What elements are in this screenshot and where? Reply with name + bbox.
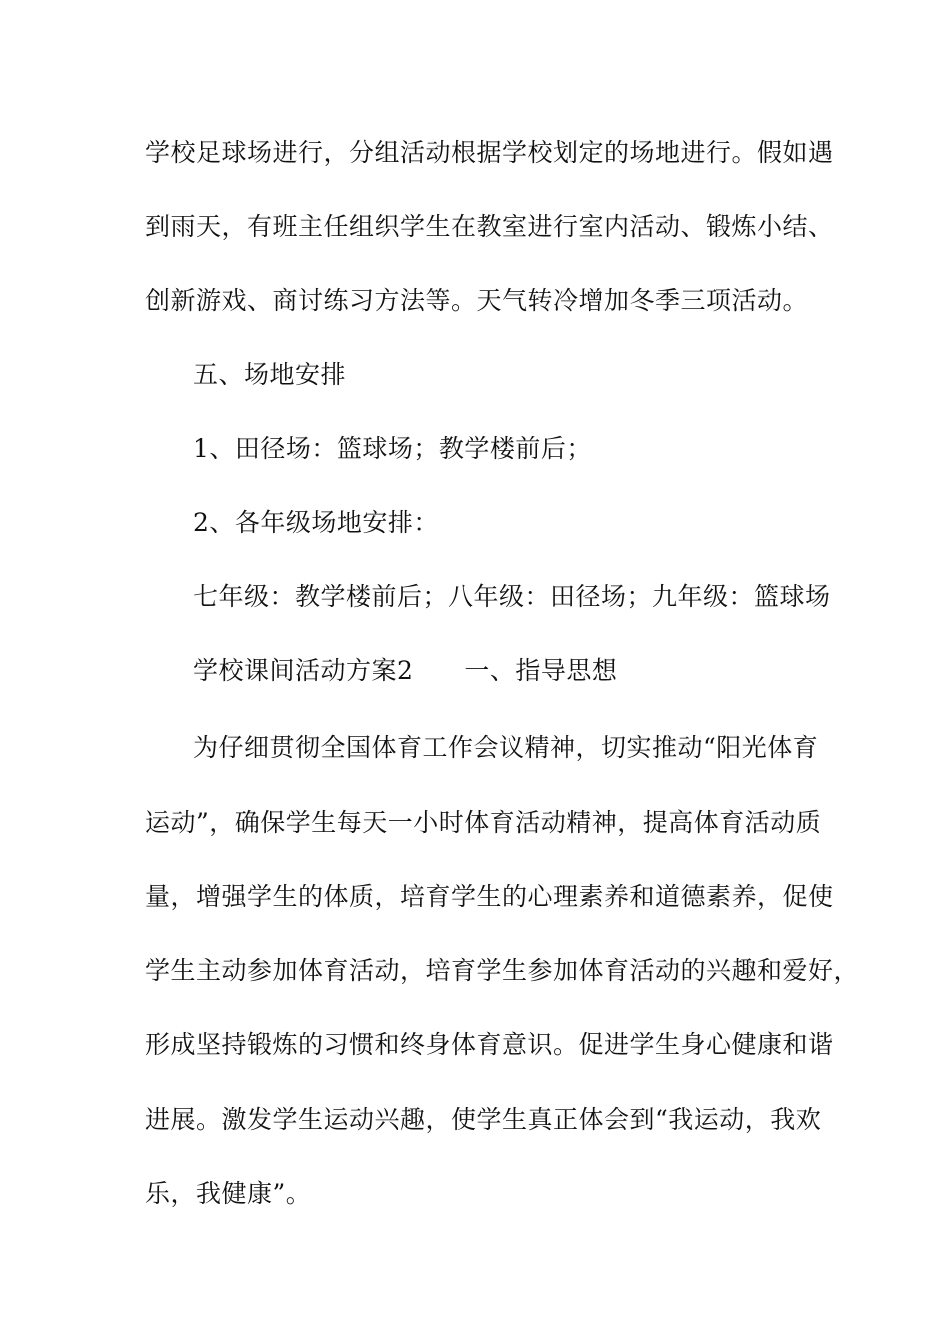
list-item: 2、各年级场地安排： [193, 508, 439, 537]
section-heading: 学校课间活动方案2 一、指导思想 [193, 656, 618, 685]
paragraph-line: 学校足球场进行，分组活动根据学校划定的场地进行。假如遇 [145, 138, 834, 167]
paragraph-line: 形成坚持锻炼的习惯和终身体育意识。促进学生身心健康和谐 [145, 1030, 834, 1059]
paragraph-line: 乐，我健康”。 [145, 1179, 312, 1208]
paragraph-line: 为仔细贯彻全国体育工作会议精神，切实推动“阳光体育 [193, 733, 819, 762]
paragraph-line: 七年级：教学楼前后；八年级：田径场；九年级：篮球场 [193, 582, 831, 611]
section-heading: 五、场地安排 [193, 360, 347, 389]
list-item: 1、田径场：篮球场；教学楼前后； [193, 434, 592, 463]
paragraph-line: 到雨天，有班主任组织学生在教室进行室内活动、锻炼小结、 [145, 212, 834, 241]
paragraph-line: 运动”，确保学生每天一小时体育活动精神，提高体育活动质 [145, 808, 822, 837]
paragraph-line: 学生主动参加体育活动，培育学生参加体育活动的兴趣和爱好， [145, 956, 860, 985]
paragraph-line: 进展。激发学生运动兴趣，使学生真正体会到“我运动，我欢 [145, 1105, 822, 1134]
paragraph-line: 创新游戏、商讨练习方法等。天气转冷增加冬季三项活动。 [145, 286, 809, 315]
paragraph-line: 量，增强学生的体质，培育学生的心理素养和道德素养，促使 [145, 882, 834, 911]
